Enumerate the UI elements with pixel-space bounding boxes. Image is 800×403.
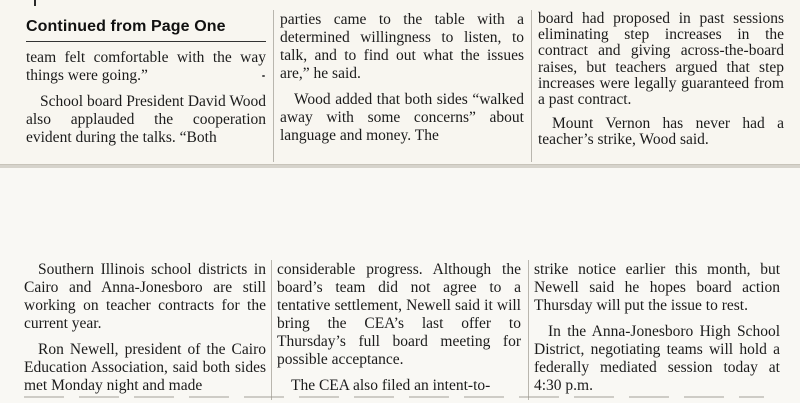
paragraph: considerable progress. Although the board’s team did not agree to a tentative settlement, Newell said it will bring the CEA’s last offer to Thursday’s full board meeting for possible acceptance.	[277, 261, 521, 368]
bottom-column-1	[24, 261, 266, 395]
paragraph: Wood added that both sides “walked away with some concerns” about language and money. The	[280, 91, 524, 144]
paragraph: parties came to the table with a determined willingness to listen, to talk, and to find out what the issues are,” he said.	[280, 11, 524, 82]
column-rule	[531, 10, 532, 162]
paragraph: team felt comfortable with the way things were going.”	[26, 49, 266, 84]
paragraph: School board President David Wood also applauded the cooperation evident during the talks. “Both	[26, 93, 266, 146]
bottom-column-2	[277, 261, 521, 395]
column-rule	[528, 260, 529, 400]
column-rule	[271, 260, 272, 400]
continued-from-label: Continued from Page One	[26, 18, 226, 35]
print-speck	[262, 75, 265, 77]
article-body-clipping	[0, 168, 800, 403]
top-column-3	[538, 11, 784, 149]
paragraph: strike notice earlier this month, but Newell said he hopes board action Thursday will put the issue to rest.	[534, 261, 780, 314]
continued-label-underline	[26, 41, 266, 42]
paragraph: The CEA also filed an intent-to-	[291, 377, 491, 394]
print-residue	[24, 396, 764, 398]
paragraph: In the Anna-Jonesboro High School District, negotiating teams will hold a federally mediated session today at 4:30 p.m.	[534, 323, 780, 394]
top-column-1	[26, 49, 266, 147]
paragraph: Southern Illinois school districts in Cairo and Anna-Jonesboro are still working on teacher contracts for the current year.	[24, 261, 266, 332]
margin-tick	[34, 0, 36, 6]
paragraph: Ron Newell, president of the Cairo Education Association, said both sides met Monday night and made	[24, 341, 266, 394]
column-rule	[273, 10, 274, 162]
top-column-2	[280, 11, 524, 145]
article-continuation-clipping	[0, 0, 800, 166]
paragraph: Mount Vernon has never had a teacher’s strike, Wood said.	[538, 115, 784, 149]
paragraph: board had proposed in past sessions eliminating step increases in the contract and giving across-the-board raises, but teachers argued that step increases were legally guaranteed from a past contract.	[538, 10, 784, 109]
bottom-column-3	[534, 261, 780, 395]
